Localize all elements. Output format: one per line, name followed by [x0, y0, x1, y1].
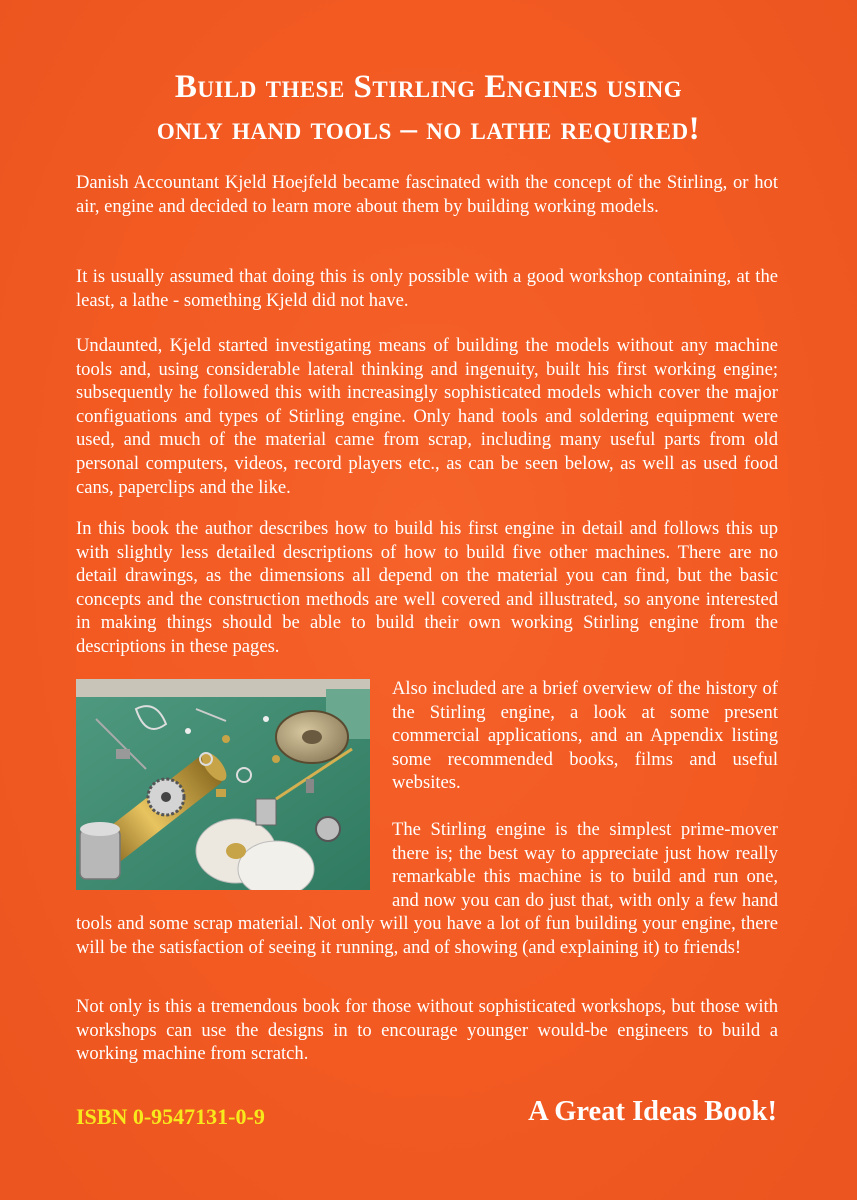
isbn-number: ISBN 0-9547131-0-9	[76, 1104, 265, 1129]
headline	[40, 66, 817, 150]
method-paragraph: Undaunted, Kjeld started investigating means of building the models without any machine tools and, using considerable lateral thinking and ingenuity, built his first working engine; subsequently he followed this with increasingly sophisticated models which cover the major configuations and types of Stirling engine. Only hand tools and soldering equipment were used, and much of the material came from scrap, including many useful parts from old personal computers, videos, record players etc., as can be seen below, as well as used food cans, paperclips and the like.	[76, 335, 778, 498]
headline-line-2: only hand tools – no lathe required!	[156, 111, 701, 147]
book-contents-paragraph: In this book the author describes how to build his first engine in detail and follows this up with slightly less detailed descriptions of how to build five other machines. There are no detail drawings, as the dimensions all depend on the material you can find, but the basic concepts and the construction methods are well covered and illustrated, so anyone interested in making things should be able to build their own working Stirling engine from the descriptions in these pages.	[76, 518, 778, 657]
additional-contents-paragraph: Also included are a brief overview of the history of the Stirling engine, a look at some present commercial applications, and an Appendix listing some recommended books, films and useful websites.	[392, 678, 778, 794]
engine-parts-photo	[76, 679, 370, 890]
closing-paragraph: Not only is this a tremendous book for those without sophisticated workshops, but those with workshops can use the designs in to encourage younger would-be engineers to build a working machine from scratch.	[76, 996, 778, 1065]
headline-line-1: Build these Stirling Engines using	[174, 69, 683, 105]
stirling-summary-paragraph: The Stirling engine is the simplest prime-mover there is; the best way to appreciate just how really remarkable this machine is to build and run one, and now you can do just that, with only a few hand tools and some scrap material. Not only will you have a lot of fun building your engine, there will be the satisfaction of seeing it running, and of showing (and explaining it) to friends!	[76, 818, 778, 958]
intro-paragraph: Danish Accountant Kjeld Hoejfeld became fascinated with the concept of the Stirling, or hot air, engine and decided to learn more about them by building working models.	[76, 172, 778, 217]
assumption-paragraph: It is usually assumed that doing this is only possible with a good workshop containing, at the least, a lathe - something Kjeld did not have.	[76, 266, 778, 311]
publisher-tagline: A Great Ideas Book!	[528, 1096, 777, 1127]
photo-text-block	[76, 677, 778, 960]
